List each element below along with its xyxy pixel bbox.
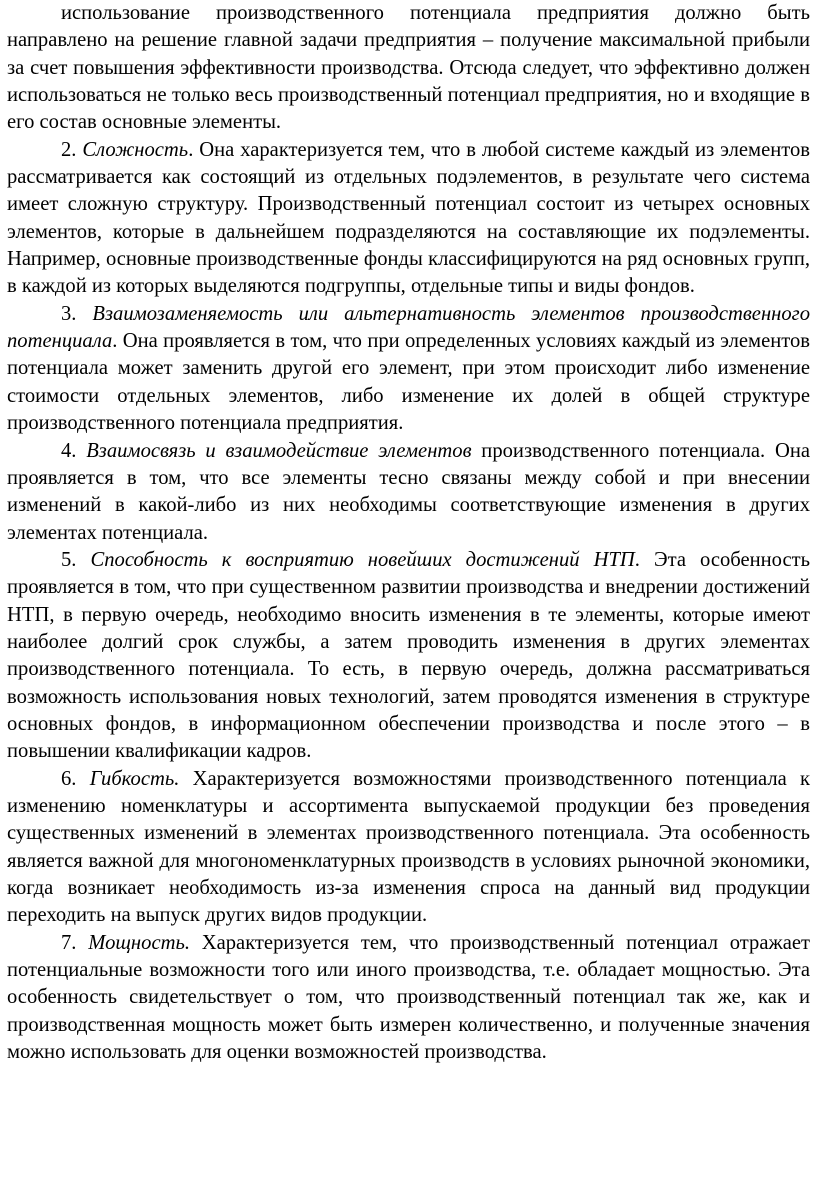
paragraph-term: Мощность. [88, 931, 190, 954]
paragraph-text: использование производственного потенциала предприятия должно быть направлено на решение главной задачи предприятия – получение максимальной прибыли за счет повышения эффективности производства. Отсюда следует, что эффективно должен использоваться не только весь производственный потенциал предприятия, но и входящие в его состав основные элементы. [7, 2, 810, 134]
paragraph-number: 2. [61, 138, 83, 161]
paragraph-interchangeability [7, 301, 810, 438]
paragraph-text: . Она характеризуется тем, что в любой системе каждый из элементов рассматривается как состоящий из отдельных подэлементов, в результате чего система имеет сложную структуру. Производственный потенциал состоит из четырех основных элементов, которые в дальнейшем подразделяются на составляющие их подэлементы. Например, основные производственные фонды классифицируются на ряд основных групп, в каждой из которых выделяются подгруппы, отдельные типы и виды фондов. [7, 138, 811, 298]
paragraph-text: Характеризуется возможностями производственного потенциала к изменению номенклатуры и ассортимента выпускаемой продукции без проведения существенных изменений в элементах производственного потенциала. Эта особенность является важной для многономенклатурных производств в условиях рыночной экономики, когда возникает необходимость из-за изменения спроса на данный вид продукции переходить на выпуск других видов продукции. [7, 767, 810, 927]
paragraph-capacity [7, 930, 810, 1067]
paragraph-term: Гибкость. [89, 767, 180, 790]
paragraph-text: производственного потенциала. Она проявляется в том, что все элементы тесно связаны между собой и при внесении изменений в какой-либо из них необходимы соответствующие изменения в других элементах потенциала. [7, 439, 811, 544]
paragraph-complexity [7, 137, 810, 301]
paragraph-intro [7, 0, 810, 137]
paragraph-text: Характеризуется тем, что производственный потенциал отражает потенциальные возможности того или иного производства, т.е. обладает мощностью. Эта особенность свидетельствует о том, что производственный потенциал так же, как и производственная мощность может быть измерен количественно, и полученные значения можно использовать для оценки возможностей производства. [7, 931, 811, 1064]
paragraph-number: 7. [61, 931, 89, 954]
paragraph-flexibility [7, 766, 810, 930]
paragraph-term: Сложность [82, 138, 189, 161]
paragraph-term: Способность к восприятию новейших достижений НТП [90, 548, 635, 571]
paragraph-text: . Она проявляется в том, что при определенных условиях каждый из элементов потенциала может заменить другой его элемент, при этом происходит либо изменение стоимости отдельных элементов, либо изменение их долей в общей структуре производственного потенциала предприятия. [7, 330, 810, 435]
paragraph-number: 3. [61, 302, 93, 325]
paragraph-innovation [7, 547, 810, 766]
paragraph-term: Взаимосвязь и взаимодействие элементов [86, 439, 472, 462]
paragraph-interrelation [7, 438, 810, 547]
paragraph-text: . Эта особенность проявляется в том, что при существенном развитии производства и внедрении достижений НТП, в первую очередь, необходимо вносить изменения в те элементы, которые имеют наиболее долгий срок службы, а затем проводить изменения в других элементах производственного потенциала. То есть, в первую очередь, должна рассматриваться возможность использования новых технологий, затем проводятся изменения в структуре основных фондов, в информационном обеспечении производства и после этого – в повышении квалификации кадров. [7, 548, 810, 763]
paragraph-number: 5. [61, 548, 91, 571]
paragraph-term: Взаимозаменяемость или альтернативность элементов производственного потенциала [7, 302, 811, 353]
paragraph-number: 6. [61, 767, 90, 790]
paragraph-number: 4. [61, 439, 87, 462]
